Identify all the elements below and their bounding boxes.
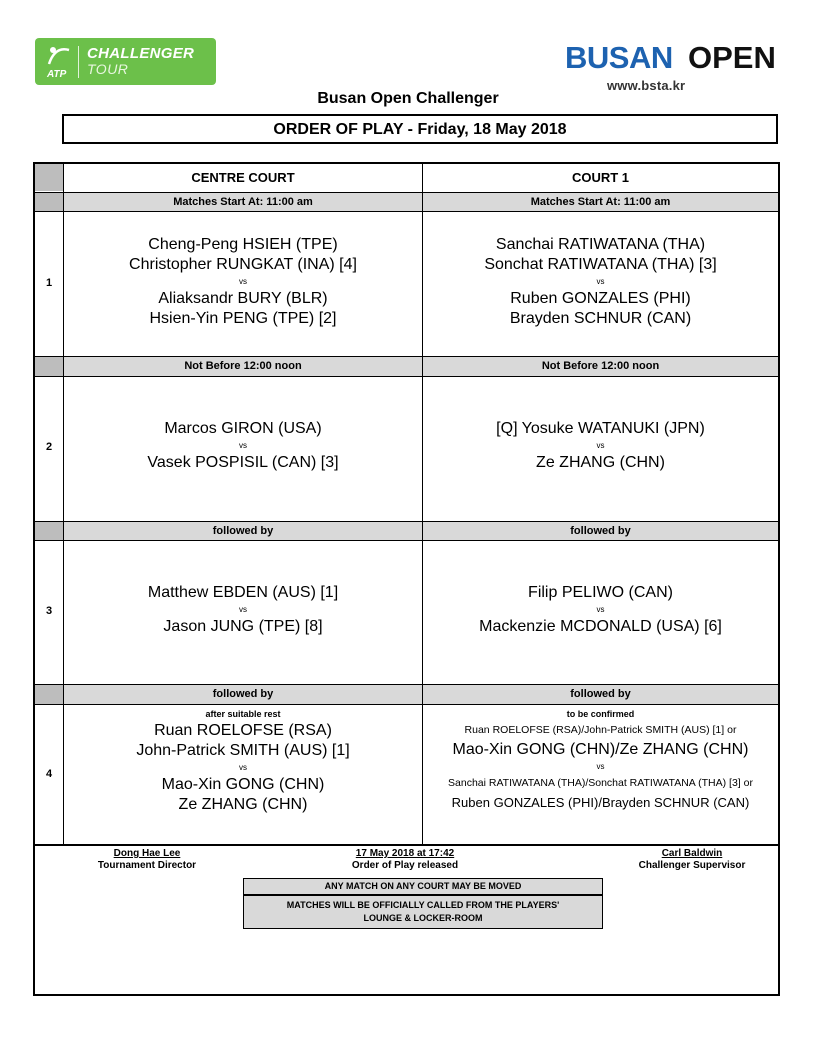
player: Sanchai RATIWATANA (THA)/Sonchat RATIWATANA (THA) [3] or <box>448 777 753 789</box>
vs-label: vs <box>239 277 247 286</box>
player: Aliaksandr BURY (BLR) <box>158 290 328 307</box>
released-label: Order of Play released <box>351 860 459 871</box>
player-swing-icon <box>45 44 73 68</box>
atp-mark: ATP <box>47 69 67 80</box>
player: Ruben GONZALES (PHI)/Brayden SCHNUR (CAN) <box>451 795 750 810</box>
match-court1-4 <box>423 708 778 813</box>
match-centre-4 <box>64 708 422 815</box>
match-note: after suitable rest <box>205 709 281 719</box>
busan-word: BUSAN <box>565 40 673 75</box>
row-number: 1 <box>45 277 53 289</box>
band-label: Not Before 12:00 noon <box>541 360 660 372</box>
release-info <box>275 848 535 872</box>
vs-label: vs <box>596 277 605 286</box>
band-label: Matches Start At: 11:00 am <box>530 196 671 208</box>
player: Hsien-Yin PENG (TPE) [2] <box>149 310 337 327</box>
supervisor-name: Carl Baldwin <box>661 848 723 859</box>
match-centre-2 <box>64 419 422 473</box>
band-label: followed by <box>570 688 631 700</box>
divider <box>35 521 778 522</box>
band-label: followed by <box>212 688 274 700</box>
player: Ruan ROELOFSE (RSA) <box>154 722 332 739</box>
band-gutter-3 <box>35 522 63 540</box>
court-header-centre: CENTRE COURT <box>191 170 295 185</box>
row-number: 4 <box>45 768 53 780</box>
player: Ruan ROELOFSE (RSA)/John-Patrick SMITH (AUS) [1] or <box>464 724 737 736</box>
vs-label: vs <box>596 762 605 771</box>
match-court1-2 <box>423 419 778 473</box>
match-centre-3 <box>64 583 422 637</box>
player: Vasek POSPISIL (CAN) [3] <box>147 454 339 471</box>
director-name: Dong Hae Lee <box>113 848 181 859</box>
notice-line: MATCHES WILL BE OFFICIALLY CALLED FROM THE PLAYERS' <box>286 900 560 910</box>
player: Sanchai RATIWATANA (THA) <box>495 236 706 253</box>
player: Brayden SCHNUR (CAN) <box>509 310 692 327</box>
band-gutter-2 <box>35 357 63 376</box>
logo-divider <box>78 46 79 78</box>
band-label: followed by <box>212 525 274 537</box>
row-number: 2 <box>45 441 53 453</box>
player: John-Patrick SMITH (AUS) [1] <box>136 742 350 759</box>
player: Ruben GONZALES (PHI) <box>510 290 691 307</box>
vs-label: vs <box>239 605 247 614</box>
player: Sonchat RATIWATANA (THA) [3] <box>484 256 717 273</box>
supervisor-signature <box>595 848 789 872</box>
vs-label: vs <box>239 441 247 450</box>
header-gutter <box>35 164 63 191</box>
footer-box <box>33 846 780 996</box>
released-date: 17 May 2018 at 17:42 <box>355 848 455 859</box>
match-court1-1 <box>423 235 778 329</box>
court-header-court1: COURT 1 <box>571 170 630 185</box>
divider <box>35 376 778 377</box>
event-title: Busan Open Challenger <box>317 90 499 107</box>
row-number: 3 <box>45 605 53 617</box>
player: Marcos GIRON (USA) <box>164 420 322 437</box>
player: Ze ZHANG (CHN) <box>178 796 308 813</box>
player: Jason JUNG (TPE) [8] <box>163 618 323 635</box>
order-of-play-title: ORDER OF PLAY - Friday, 18 May 2018 <box>62 114 778 144</box>
player: Mao-Xin GONG (CHN)/Ze ZHANG (CHN) <box>452 741 749 758</box>
divider <box>35 192 778 193</box>
divider <box>35 684 778 685</box>
player: Filip PELIWO (CAN) <box>528 584 673 601</box>
director-title: Tournament Director <box>97 860 197 871</box>
schedule-grid <box>33 162 780 846</box>
player: [Q] Yosuke WATANUKI (JPN) <box>496 420 705 437</box>
open-word: OPEN <box>688 40 776 75</box>
player: Matthew EBDEN (AUS) [1] <box>147 584 339 601</box>
match-court1-3 <box>423 583 778 637</box>
band-label: Matches Start At: 11:00 am <box>173 196 313 208</box>
match-note: to be confirmed <box>566 709 635 719</box>
supervisor-title: Challenger Supervisor <box>638 860 746 871</box>
band-label: Not Before 12:00 noon <box>184 360 302 372</box>
vs-label: vs <box>596 441 605 450</box>
notice-moved: ANY MATCH ON ANY COURT MAY BE MOVED <box>243 878 603 895</box>
logo-challenger: CHALLENGER <box>87 45 195 62</box>
notice-called <box>243 895 603 929</box>
band-label: followed by <box>570 525 631 537</box>
player: Cheng-Peng HSIEH (TPE) <box>148 236 338 253</box>
player: Christopher RUNGKAT (INA) [4] <box>129 256 357 273</box>
notice-line: LOUNGE & LOCKER-ROOM <box>363 913 483 923</box>
divider <box>35 211 778 212</box>
band-gutter-1 <box>35 193 63 211</box>
player: Mao-Xin GONG (CHN) <box>161 776 325 793</box>
vs-label: vs <box>596 605 605 614</box>
divider <box>35 356 778 357</box>
divider <box>35 540 778 541</box>
divider <box>35 704 778 705</box>
match-centre-1 <box>64 235 422 329</box>
director-signature <box>55 848 239 872</box>
vs-label: vs <box>239 763 247 772</box>
busan-url: www.bsta.kr <box>607 78 686 93</box>
logo-tour: TOUR <box>87 61 129 77</box>
player: Ze ZHANG (CHN) <box>536 454 665 471</box>
atp-challenger-tour-logo <box>35 38 216 85</box>
player: Mackenzie MCDONALD (USA) [6] <box>479 618 722 635</box>
band-gutter-4 <box>35 685 63 704</box>
